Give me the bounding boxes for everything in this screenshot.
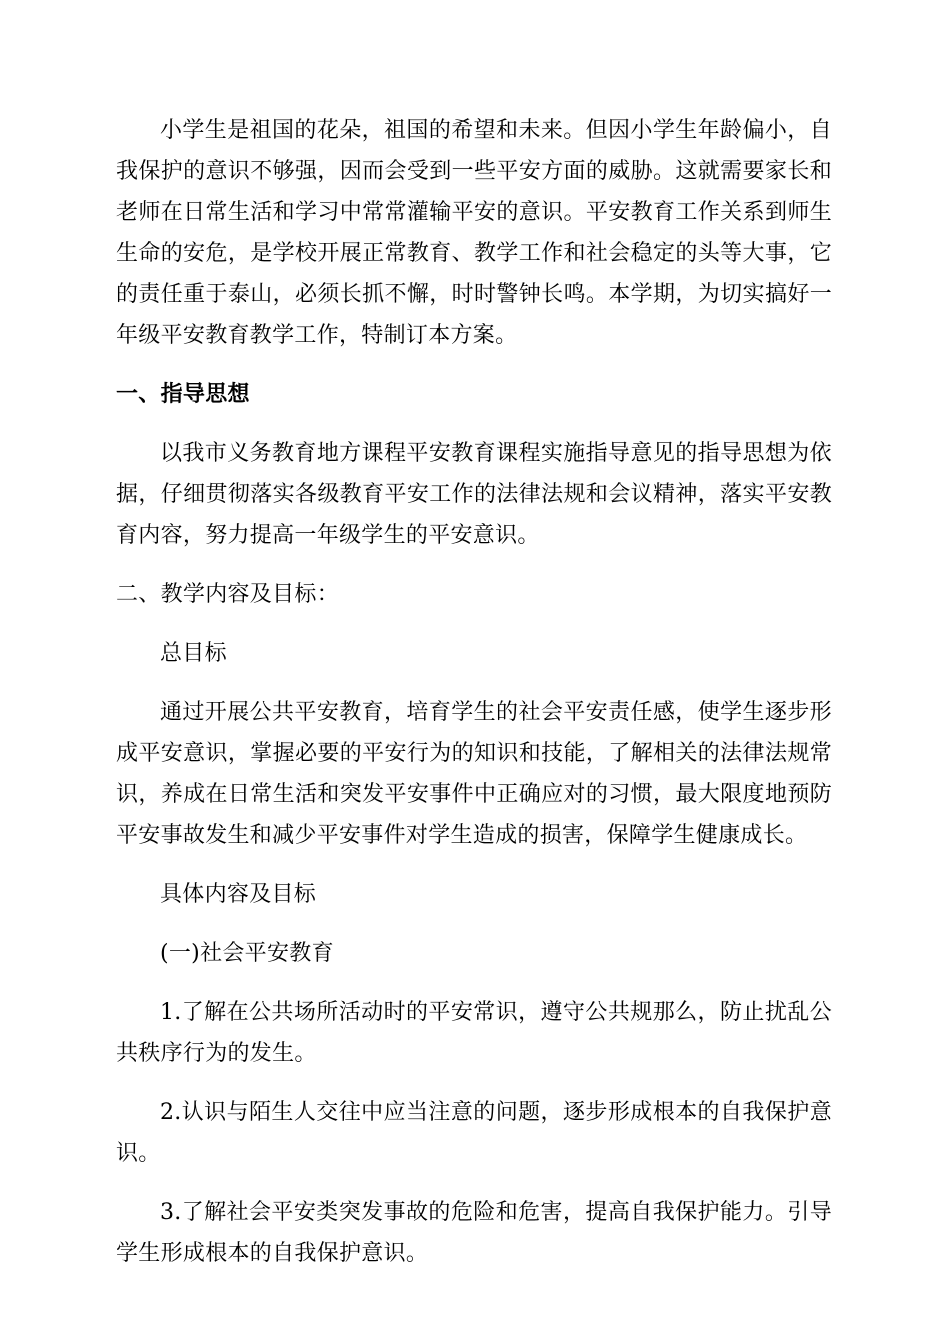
guiding-ideology-paragraph: 以我市义务教育地方课程平安教育课程实施指导意见的指导思想为依据，仔细贯彻落实各级教育平安工作的法律法规和会议精神，落实平安教育内容，努力提高一年级学生的平安意识。 [116,441,832,548]
list-item: 1.了解在公共场所活动时的平安常识，遵守公共规那么，防止扰乱公共秩序行为的发生。 [116,1000,832,1066]
list-item: 2.认识与陌生人交往中应当注意的问题，逐步形成根本的自我保护意识。 [116,1100,832,1166]
overall-goal-paragraph: 通过开展公共平安教育，培育学生的社会平安责任感，使学生逐步形成平安意识，掌握必要的平安行为的知识和技能，了解相关的法律法规常识，养成在日常生活和突发平安事件中正确应对的习惯，最大限度地预防平安事故发生和减少平安事件对学生造成的损害，保障学生健康成长。 [116,700,832,848]
section-heading-content-goals: 二、教学内容及目标： [116,582,340,607]
list-item: 3.了解社会平安类突发事故的危险和危害，提高自我保护能力。引导学生形成根本的自我保护意识。 [116,1200,832,1266]
section-heading-guiding-ideology: 一、指导思想 [116,382,250,407]
overall-goal-label: 总目标 [160,641,227,666]
document-body [116,110,832,1292]
specific-content-label: 具体内容及目标 [160,882,317,907]
intro-paragraph: 小学生是祖国的花朵，祖国的希望和未来。但因小学生年龄偏小，自我保护的意识不够强，因而会受到一些平安方面的威胁。这就需要家长和老师在日常生活和学习中常常灌输平安的意识。平安教育工作关系到师生生命的安危，是学校开展正常教育、教学工作和社会稳定的头等大事，它的责任重于泰山，必须长抓不懈，时时警钟长鸣。本学期，为切实搞好一年级平安教育教学工作，特制订本方案。 [116,118,832,348]
subsection-heading-social-safety: (一)社会平安教育 [160,941,334,966]
